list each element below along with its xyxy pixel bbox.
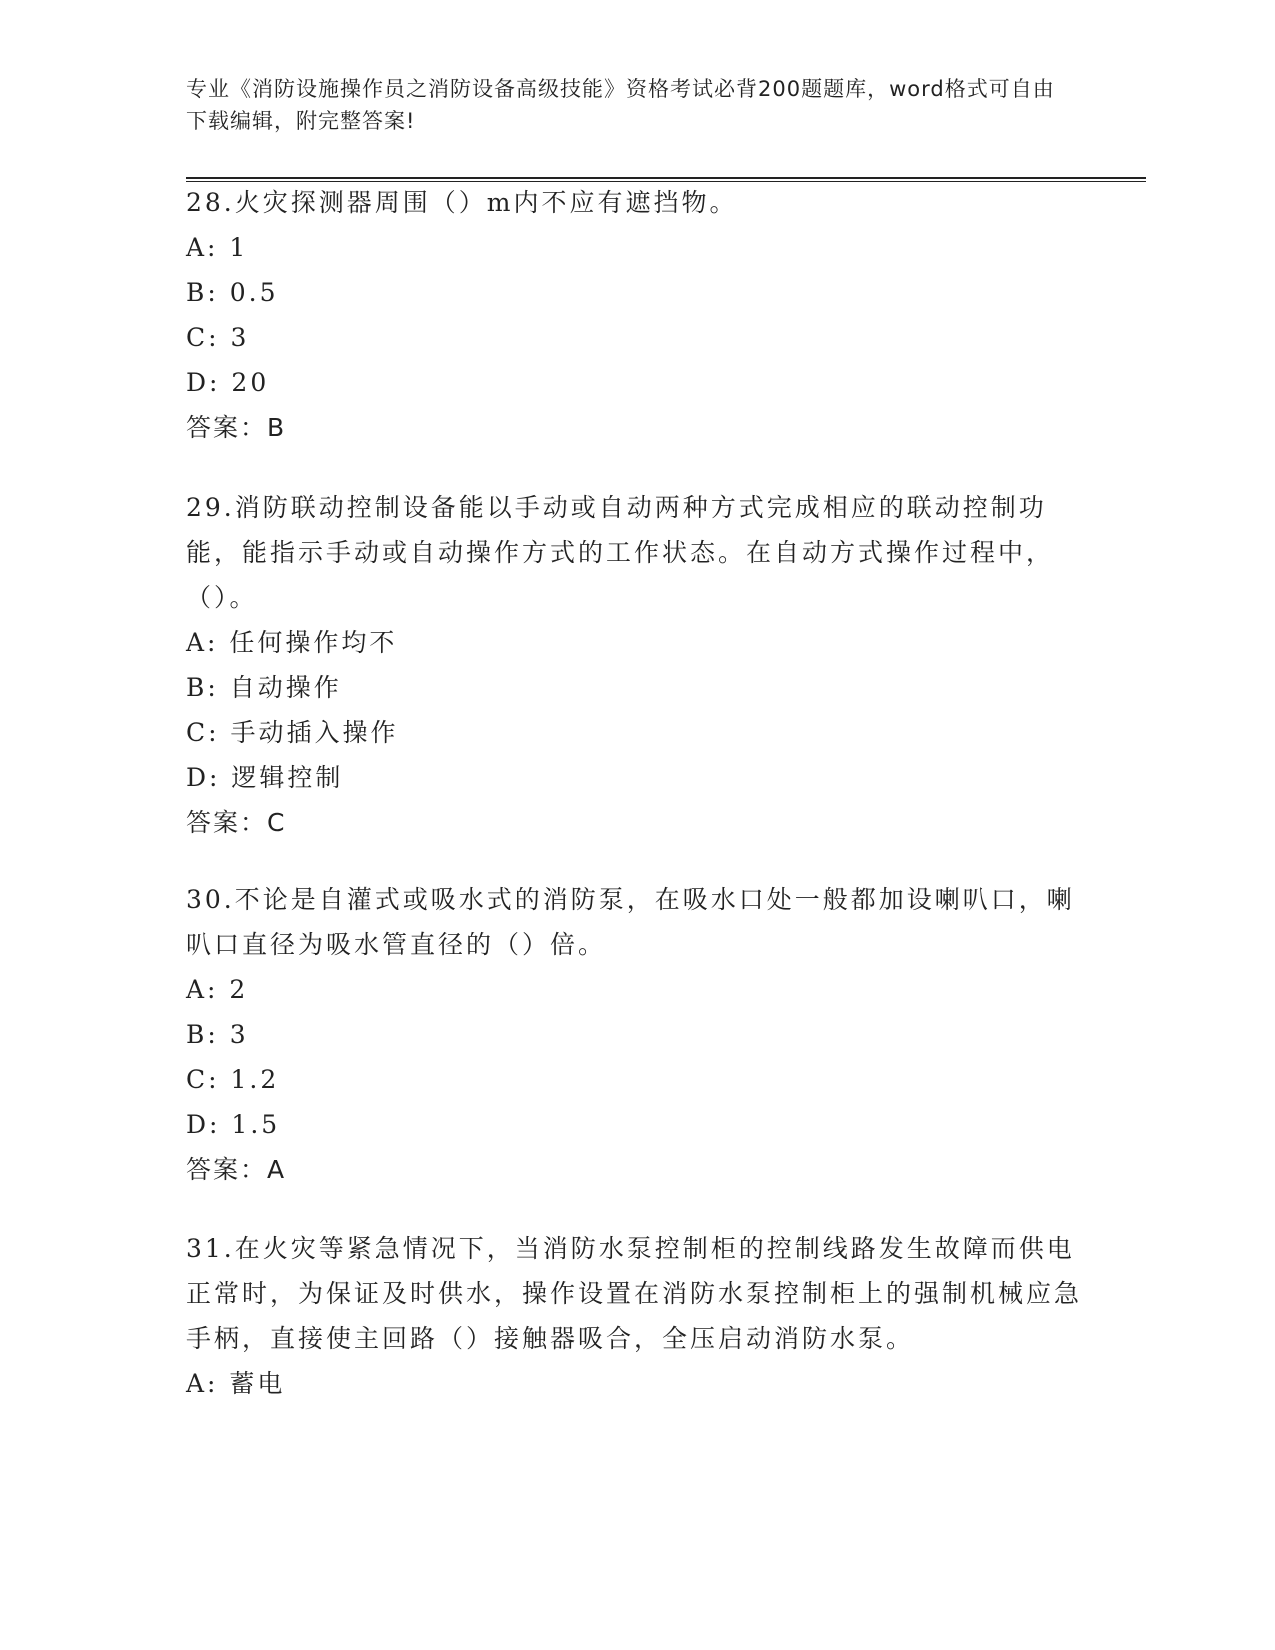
option-c: C: 手动插入操作 <box>186 718 399 747</box>
question-stem: 30.不论是自灌式或吸水式的消防泵，在吸水口处一般都加设喇叭口，喇叭口直径为吸水管直径的（）倍。 <box>186 885 1075 959</box>
option-a: A: 任何操作均不 <box>186 628 398 657</box>
option-b: B: 自动操作 <box>186 673 342 702</box>
answer-label: 答案： <box>186 1155 268 1184</box>
option-d: D: 1.5 <box>186 1110 281 1139</box>
answer-value: C <box>267 808 286 837</box>
document-header-text: 专业《消防设施操作员之消防设备高级技能》资格考试必背200题题库，word格式可自由下载编辑，附完整答案! <box>186 77 1055 133</box>
option-a: A: 2 <box>186 975 249 1004</box>
option-b: B: 3 <box>186 1020 249 1049</box>
option-d: D: 逻辑控制 <box>186 763 344 792</box>
option-c: C: 3 <box>186 323 250 352</box>
option-b: B: 0.5 <box>186 278 279 307</box>
question-29 <box>186 485 1086 845</box>
answer-line <box>186 800 1086 845</box>
answer-value: B <box>267 413 286 442</box>
question-28 <box>186 180 1086 450</box>
answer-line <box>186 405 1086 450</box>
question-30 <box>186 877 1086 1192</box>
answer-value: A <box>267 1155 286 1184</box>
answer-label: 答案： <box>186 808 268 837</box>
option-d: D: 20 <box>186 368 270 397</box>
option-c: C: 1.2 <box>186 1065 280 1094</box>
option-a: A: 蓄电 <box>186 1369 286 1398</box>
question-stem: 31.在火灾等紧急情况下，当消防水泵控制柜的控制线路发生故障而供电正常时，为保证及时供水，操作设置在消防水泵控制柜上的强制机械应急手柄，直接使主回路（）接触器吸合，全压启动消防水泵。 <box>186 1234 1083 1353</box>
answer-label: 答案： <box>186 413 268 442</box>
question-stem: 28.火灾探测器周围（）m内不应有遮挡物。 <box>186 188 738 217</box>
question-31 <box>186 1226 1086 1406</box>
answer-line <box>186 1147 1086 1192</box>
question-stem: 29.消防联动控制设备能以手动或自动两种方式完成相应的联动控制功能，能指示手动或自动操作方式的工作状态。在自动方式操作过程中，（）。 <box>186 493 1055 612</box>
option-a: A: 1 <box>186 233 249 262</box>
